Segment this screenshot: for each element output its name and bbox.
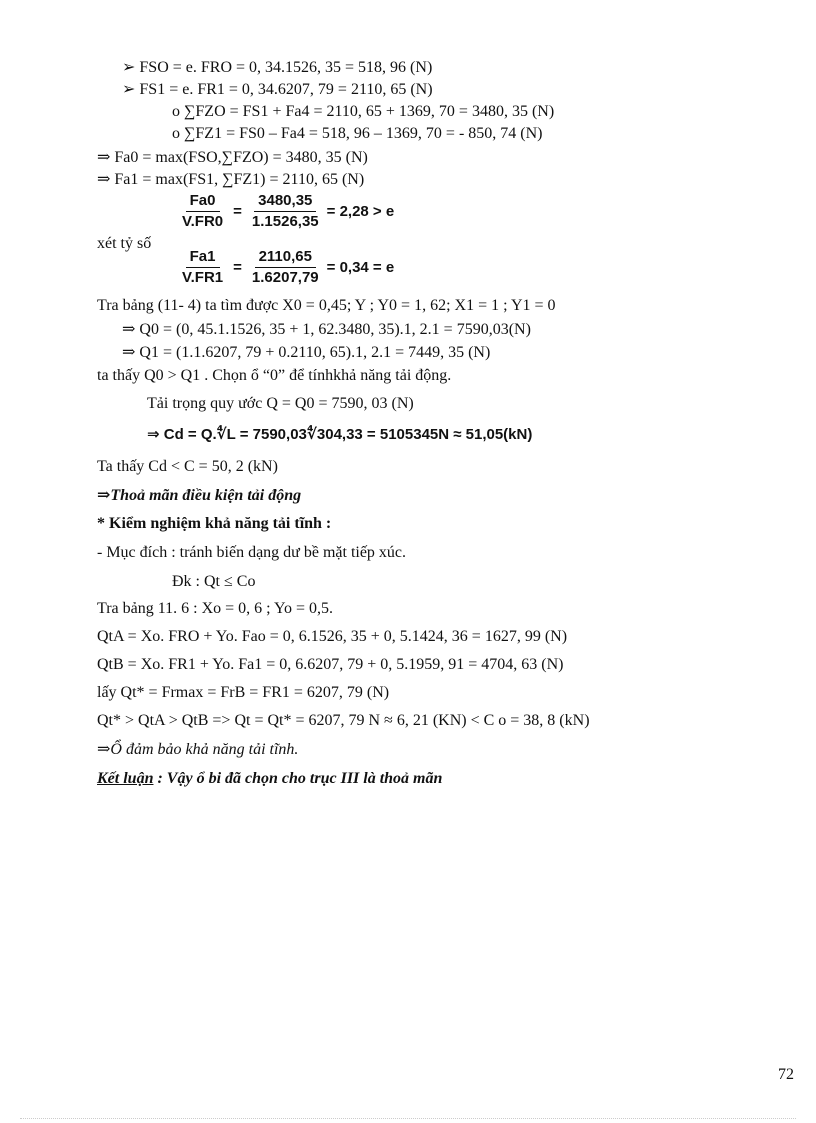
ratio-1-numerator: Fa0 [186,192,220,212]
ratio-1-numeric-denominator: 1.1526,35 [251,213,319,230]
line-table-11-6: Tra bảng 11. 6 : Xo = 0, 6 ; Yo = 0,5. [97,600,333,617]
conclusion-text: : Vậy ổ bi đã chọn cho trục III là thoả mãn [153,770,443,787]
line-fso: ➢ FSO = e. FRO = 0, 34.1526, 35 = 518, 96 (N) [122,59,433,76]
ratio-1-numeric [248,192,323,231]
page-number: 72 [778,1066,794,1083]
ratio-1-symbolic [178,192,227,231]
line-fs1: ➢ FS1 = e. FR1 = 0, 34.6207, 79 = 2110, 65 (N) [122,81,433,98]
line-qt-compare: Qt* > QtA > QtB => Qt = Qt* = 6207, 79 N ≈ 6, 21 (KN) < C o = 38, 8 (kN) [97,712,590,729]
line-sum-fzo: o ∑FZO = FS1 + Fa4 = 2110, 65 + 1369, 70 = 3480, 35 (N) [172,103,555,120]
line-qt-star: lấy Qt* = Frmax = FrB = FR1 = 6207, 79 (N) [97,684,390,701]
line-load: Tải trọng quy ước Q = Q0 = 7590, 03 (N) [147,395,414,412]
line-static-ok: ⇒Ổ đảm bảo khả năng tải tĩnh. [97,741,299,758]
line-sum-fz1: o ∑FZ1 = FS0 – Fa4 = 518, 96 – 1369, 70 = - 850, 74 (N) [172,125,543,142]
line-q0: ⇒ Q0 = (0, 45.1.1526, 35 + 1, 62.3480, 35).1, 2.1 = 7590,03(N) [122,321,531,338]
line-static-heading: * Kiểm nghiệm khả năng tải tĩnh : [97,515,332,532]
line-compare-q: ta thấy Q0 > Q1 . Chọn ổ “0” để tínhkhả năng tải động. [97,367,452,384]
ratio-equation-1: $\frac{Fa0}{V.FR0}$ = $\frac{3480,35}{1.1526,35}$ = 2,28 > e [178,192,394,231]
ratio-label: xét tỷ số [97,235,152,252]
line-q1: ⇒ Q1 = (1.1.6207, 79 + 0.2110, 65).1, 2.1 = 7449, 35 (N) [122,344,491,361]
ratio-2-numeric-denominator: 1.6207,79 [251,269,319,286]
ratio-1-result: = 2,28 > e [326,203,395,220]
line-qtb: QtB = Xo. FR1 + Yo. Fa1 = 0, 6.6207, 79 + 0, 5.1959, 91 = 4704, 63 (N) [97,656,564,673]
line-dynamic-ok: ⇒Thoả mãn điều kiện tải động [97,487,302,504]
ratio-2-numeric [248,248,323,287]
line-cd-compare: Ta thấy Cd < C = 50, 2 (kN) [97,458,278,475]
conclusion-label: Kết luận [97,770,154,787]
line-fa1: ⇒ Fa1 = max(FS1, ∑FZ1) = 2110, 65 (N) [97,171,365,188]
ratio-1-denominator: V.FR0 [182,213,224,230]
line-table-lookup: Tra bảng (11- 4) ta tìm được X0 = 0,45; Y ; Y0 = 1, 62; X1 = 1 ; Y1 = 0 [97,297,556,314]
ratio-equation-2: $\frac{Fa1}{V.FR1}$ = $\frac{2110,65}{1.6207,79}$ = 0,34 = e [178,248,394,287]
page-bottom-divider [20,1118,796,1119]
ratio-1-numeric-numerator: 3480,35 [254,192,316,212]
ratio-2-numerator: Fa1 [186,248,220,268]
ratio-2-numeric-numerator: 2110,65 [255,248,316,268]
line-cd: ⇒ Cd = Q.∜L = 7590,03∜304,33 = 5105345N ≈ 51,05(kN) [147,426,533,443]
line-conclusion [97,769,442,789]
line-qta: QtA = Xo. FRO + Yo. Fao = 0, 6.1526, 35 + 0, 5.1424, 36 = 1627, 99 (N) [97,628,568,645]
ratio-2-denominator: V.FR1 [182,269,224,286]
ratio-2-result: = 0,34 = e [326,259,395,276]
line-fa0: ⇒ Fa0 = max(FSO,∑FZO) = 3480, 35 (N) [97,149,368,166]
ratio-2-symbolic [178,248,227,287]
line-condition: Đk : Qt ≤ Co [172,573,256,590]
line-purpose: - Mục đích : tránh biến dạng dư bề mặt tiếp xúc. [97,544,407,561]
